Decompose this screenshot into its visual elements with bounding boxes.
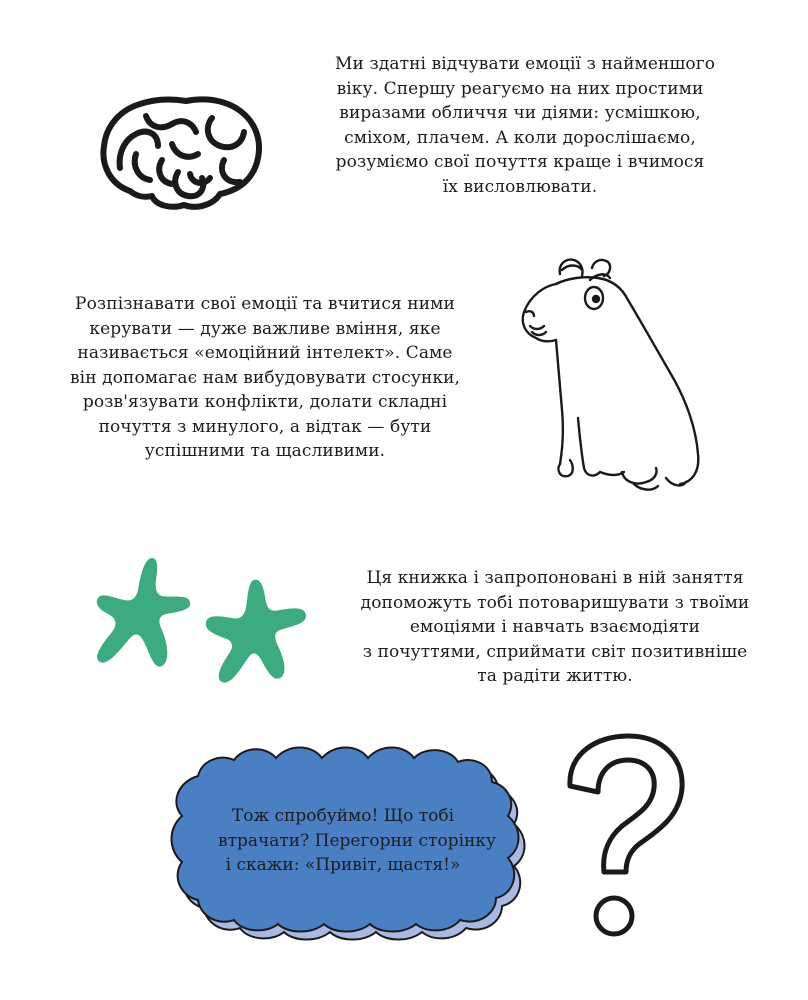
emotional-intelligence-paragraph <box>70 292 460 464</box>
text-line: він допомагає нам вибудовувати стосунки, <box>70 367 461 388</box>
text-line: розуміємо свої почуття краще і вчимося <box>335 152 705 172</box>
text-line: Ця книжка і запропоновані в ній заняття <box>366 568 744 588</box>
text-line: з почуттями, сприймати світ позитивніше <box>362 641 748 662</box>
question-mark-icon <box>560 730 690 940</box>
book-purpose-paragraph <box>360 566 750 689</box>
text-line: виразами обличчя чи діями: усмішкою, <box>339 103 701 123</box>
text-line: та радіти життю. <box>477 666 633 686</box>
intro-paragraph <box>335 52 716 199</box>
star-icon <box>92 554 192 676</box>
text-line: Тож спробуймо! Що тобі <box>231 806 455 826</box>
text-line: віку. Спершу реагуємо на них простими <box>336 78 704 99</box>
text-line: успішними та щасливими. <box>144 441 386 461</box>
brain-icon <box>92 88 268 216</box>
text-line: емоціями і навчать взаємодіяти <box>409 617 701 637</box>
bubble-message <box>218 804 496 878</box>
text-line: їх висловлювати. <box>442 176 598 197</box>
star-icon <box>204 576 308 688</box>
text-line: Розпізнавати свої емоції та вчитися ними <box>75 294 455 314</box>
text-line: розв'язувати конфлікти, долати складні <box>82 392 448 412</box>
capybara-illustration <box>516 250 706 496</box>
text-line: називається «емоційний інтелект». Саме <box>77 343 453 363</box>
text-line: сміхом, плачем. А коли дорослішаємо, <box>344 127 696 148</box>
text-line: втрачати? Перегорни сторінку <box>218 830 496 851</box>
text-line: керувати — дуже важливе вміння, яке <box>89 318 441 339</box>
text-line: почуття з минулого, а відтак — бути <box>98 416 432 437</box>
text-line: допоможуть тобі потоваришувати з твоїми <box>360 592 750 613</box>
text-line: Ми здатні відчувати емоції з найменшого <box>335 54 716 74</box>
text-line: і скажи: «Привіт, щастя!» <box>225 855 461 875</box>
